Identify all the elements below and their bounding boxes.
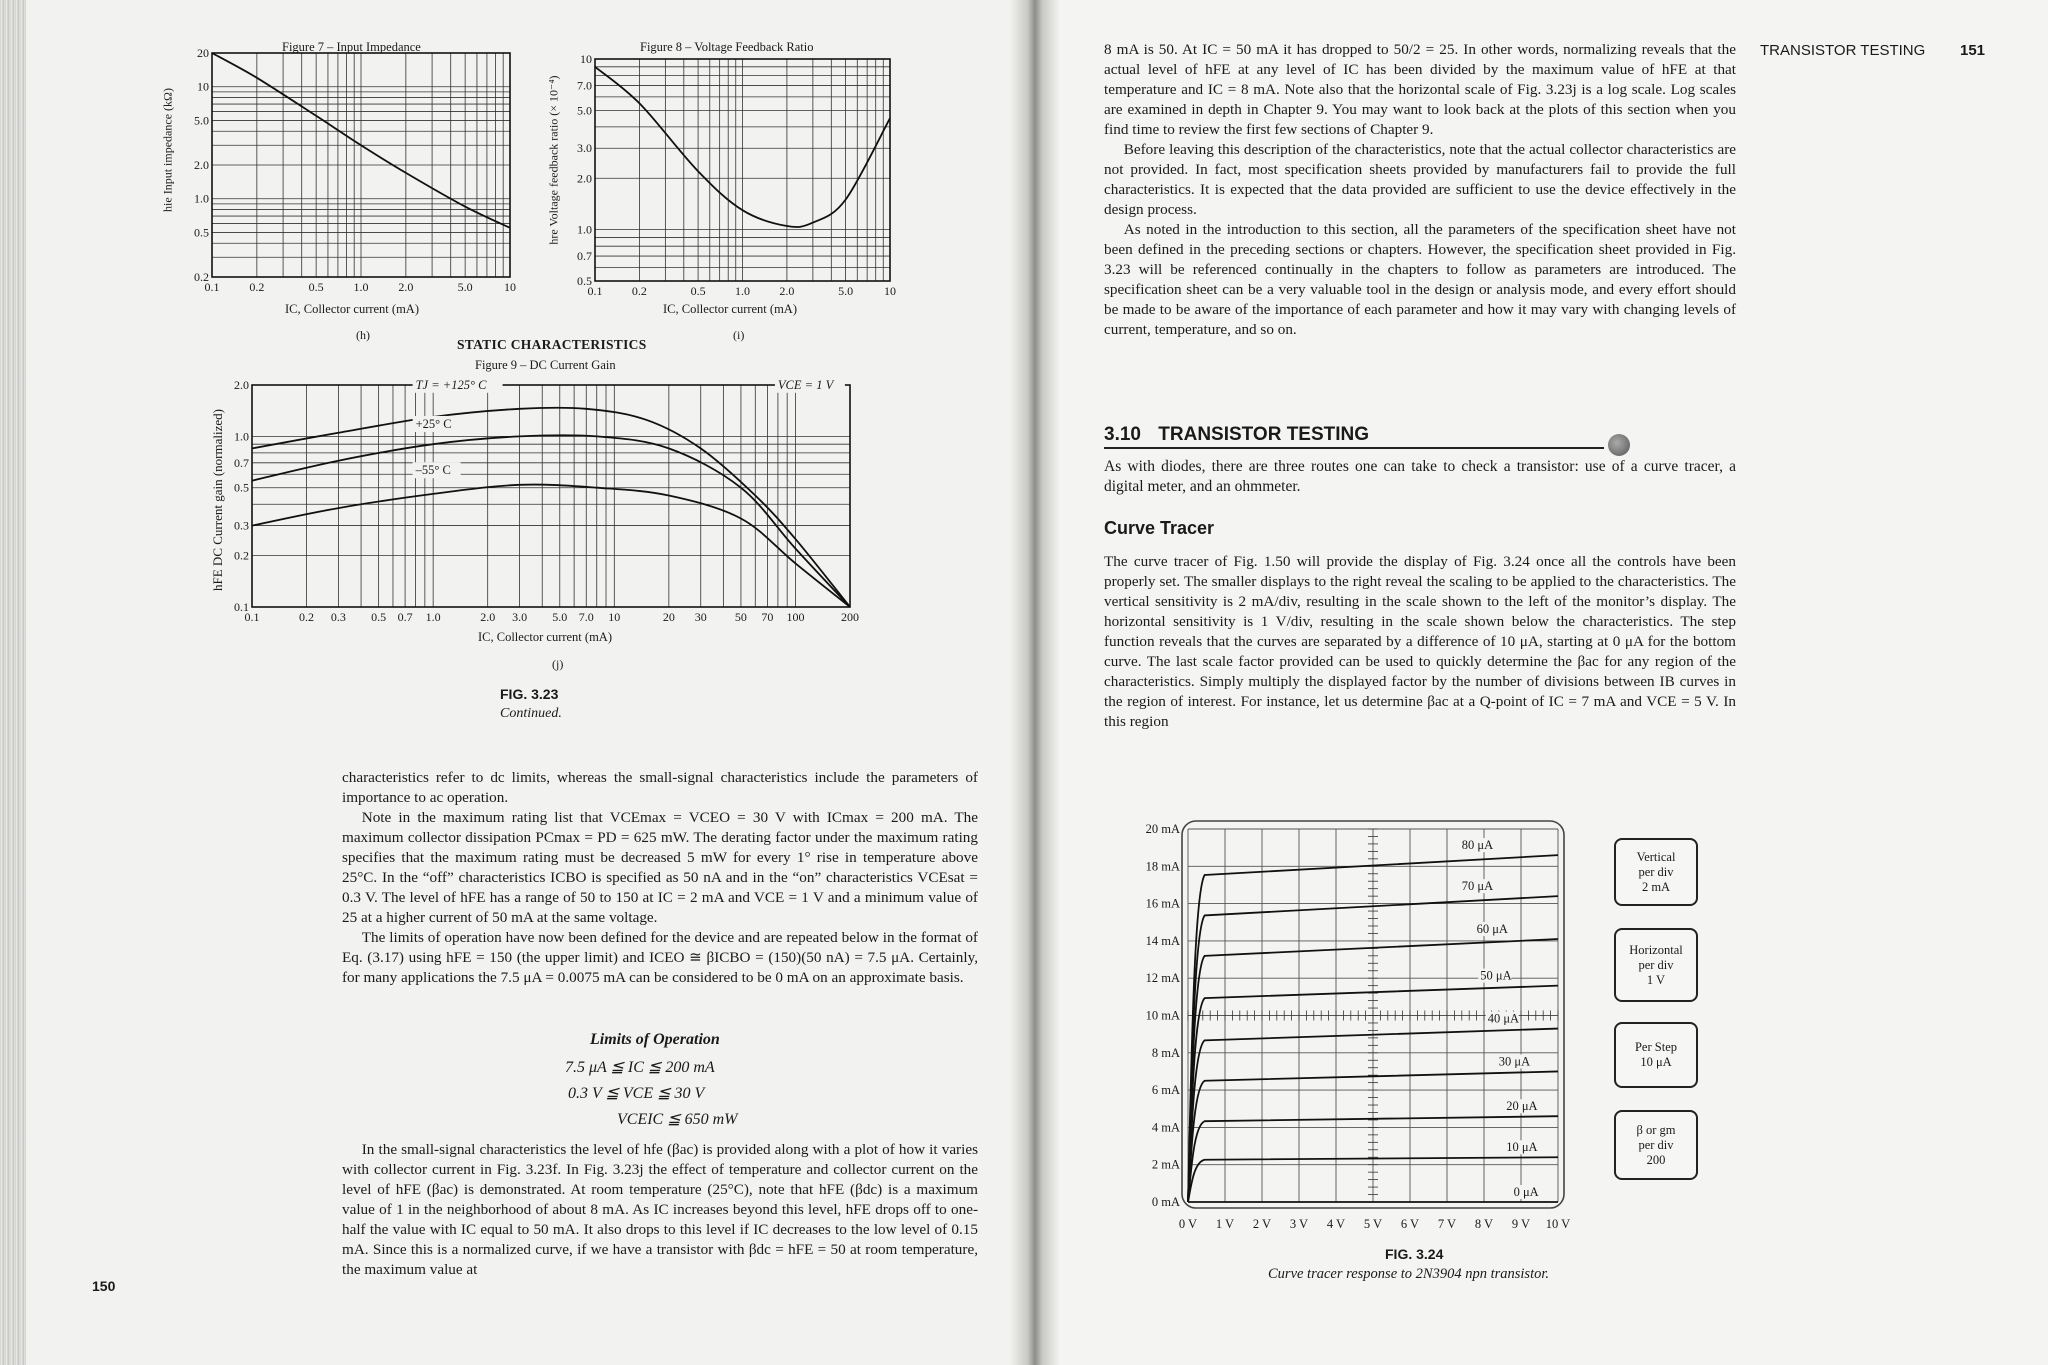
running-head: TRANSISTOR TESTING [1760, 42, 1926, 59]
horizontal-scale-box: Horizontal per div 1 V [1614, 928, 1698, 1002]
y-tick-label: 18 mA [1145, 859, 1180, 874]
y-tick-label: 10 mA [1145, 1008, 1180, 1023]
limits-heading: Limits of Operation [590, 1031, 720, 1048]
paragraph: Before leaving this description of the characteristics, note that the actual collector characteristics are not provided. In fact, most specification sheets provided by manufacturers fail to provide the full characteristics. It is expected that the data provided are sufficient to use the device effectively in the design process. [1104, 141, 1736, 218]
fig8-ylabel: hre Voltage feedback ratio (× 10⁻⁴) [546, 75, 561, 245]
x-tick-label: 0.5 [371, 610, 387, 624]
y-tick-label: 1.0 [234, 429, 249, 444]
y-tick-label: 0.7 [234, 455, 249, 470]
y-tick-label: 0.5 [194, 225, 209, 240]
x-tick-label: 1.0 [735, 284, 750, 298]
x-tick-label: 50 [734, 610, 747, 624]
curve-label: 70 μA [1461, 879, 1494, 894]
page-edges [0, 0, 26, 1365]
y-tick-label: 3.0 [577, 141, 592, 156]
y-tick-label: 0.7 [577, 249, 592, 264]
curve-series-2 [252, 435, 850, 607]
x-tick-label: 30 [694, 610, 707, 624]
paragraph: characteristics refer to dc limits, whereas the small-signal characteristics include the parameters of importance to ac operation. [342, 769, 978, 806]
curve-series-3 [252, 485, 850, 607]
section-number: 3.10 [1104, 424, 1141, 445]
fig9-ylabel: hFE DC Current gain (normalized) [210, 409, 225, 591]
y-tick-label: 2.0 [577, 171, 592, 186]
y-tick-label: 1.0 [577, 222, 592, 237]
x-tick-label: 5.0 [457, 280, 473, 294]
x-tick-label: 0.2 [631, 284, 647, 298]
fig9-title: Figure 9 – DC Current Gain [475, 358, 616, 372]
fig324-number: FIG. 3.24 [1385, 1246, 1444, 1262]
x-tick-label: 10 [504, 280, 516, 294]
x-tick-label: 7.0 [578, 610, 594, 624]
y-tick-label: 14 mA [1145, 933, 1180, 948]
curve-label: 10 μA [1506, 1140, 1538, 1155]
x-tick-label: 5.0 [838, 284, 854, 298]
x-tick-label: 6 V [1400, 1217, 1420, 1231]
x-tick-label: 5.0 [552, 610, 568, 624]
y-tick-label: 20 [197, 46, 209, 60]
fig8-chart [555, 45, 915, 305]
per-step-box: Per Step 10 μA [1614, 1022, 1698, 1088]
x-tick-label: 3 V [1289, 1217, 1309, 1231]
subsection-heading: Curve Tracer [1104, 518, 1215, 538]
y-tick-label: 0 mA [1151, 1195, 1180, 1209]
x-tick-label: 2.0 [480, 610, 496, 624]
plot-frame [252, 385, 850, 607]
y-tick-label: 10 [197, 79, 209, 94]
fig7-title: Figure 7 – Input Impedance [282, 40, 421, 54]
curve-label: –55° C [415, 463, 451, 478]
y-tick-label: 5.0 [194, 113, 209, 128]
x-tick-label: 5 V [1363, 1217, 1383, 1231]
section-intro: As with diodes, there are three routes one can take to check a transistor: use of a curve tracer, a digital meter, and an ohmmeter. [1104, 458, 1736, 495]
x-tick-label: 2.0 [398, 280, 414, 294]
y-tick-label: 2.0 [194, 158, 209, 172]
y-tick-label: 10 [580, 52, 592, 66]
limit-equation: 0.3 V ≦ VCE ≦ 30 V [568, 1085, 705, 1102]
x-tick-label: 10 V [1545, 1217, 1571, 1231]
curve-label: 40 μA [1487, 1011, 1520, 1026]
x-tick-label: 2 V [1252, 1217, 1272, 1231]
curve-label: 60 μA [1476, 922, 1508, 937]
y-tick-label: 20 mA [1145, 822, 1180, 836]
y-tick-label: 5.0 [577, 103, 592, 118]
x-tick-label: 0.1 [204, 280, 220, 294]
paragraph: The limits of operation have now been defined for the device and are repeated below in the format of Eq. (3.17) using hFE = 150 (the upper limit) and ICEO ≅ βICBO = (150)(50 nA) = 7.5 μA. Certainly, for many applications the 7.5 μA = 0.0075 mA can be considered to be 0 mA on an approximate basis. [342, 929, 978, 986]
curve-label: 80 μA [1461, 838, 1494, 853]
y-tick-label: 2.0 [234, 378, 249, 392]
fig9-chart [225, 375, 865, 630]
fig7-ylabel: hie Input impedance (kΩ) [160, 88, 175, 212]
fig324-caption: Curve tracer response to 2N3904 npn transistor. [1268, 1266, 1550, 1282]
y-tick-label: 4 mA [1151, 1120, 1180, 1135]
limit-equation: VCEIC ≦ 650 mW [617, 1111, 738, 1128]
beta-scale-box: β or gm per div 200 [1614, 1110, 1698, 1180]
y-tick-label: 0.2 [234, 548, 249, 563]
x-tick-label: 1 V [1215, 1217, 1235, 1231]
x-tick-label: 0 V [1178, 1217, 1198, 1231]
y-tick-label: 7.0 [577, 78, 592, 93]
page-number-right: 151 [1960, 42, 1986, 59]
vertical-scale-box: Vertical per div 2 mA [1614, 838, 1698, 906]
x-tick-label: 1.0 [425, 610, 441, 624]
x-tick-label: 4 V [1326, 1217, 1346, 1231]
vce-label: VCE = 1 V [777, 377, 834, 392]
curve-label: TJ = +125° C [415, 377, 487, 392]
y-tick-label: 0.2 [194, 270, 209, 284]
x-tick-label: 9 V [1511, 1217, 1531, 1231]
x-tick-label: 2.0 [779, 284, 795, 298]
fig9-panel: (j) [552, 657, 564, 671]
curve-tracer-text: The curve tracer of Fig. 1.50 will provide the display of Fig. 3.24 once all the controls have been properly set. The smaller displays to the right reveal the scaling to be applied to the characteristics. The vertical sensitivity is 2 mA/div, resulting in the scale shown to the left of the monitor’s display. The horizontal sensitivity is 1 V/div, resulting in the scale shown below the characteristics. The step function reveals that the curves are separated by a difference of 10 μA, starting at 0 μA for the bottom curve. The last scale factor provided can be used to quickly determine the βac for any region of the characteristics. Simply multiply the displayed factor by the number of divisions between IB curves in the region of interest. For instance, let us determine βac at a Q-point of IC = 7 mA and VCE = 5 V. In this region [1104, 553, 1736, 730]
fig8-title: Figure 8 – Voltage Feedback Ratio [640, 40, 814, 54]
paragraph: 8 mA is 50. At IC = 50 mA it has dropped to 50/2 = 25. In other words, normalizing reveals that the actual level of hFE at any level of IC has been divided by the maximum value of hFE at that temperature and IC = 8 mA. Note also that the horizontal scale of Fig. 3.23j is a log scale. Log scales are examined in depth in Chapter 9. You may want to look back at the plots of this section when you find time to review the first few sections of Chapter 9. [1104, 41, 1736, 138]
x-tick-label: 3.0 [512, 610, 528, 624]
x-tick-label: 200 [841, 610, 859, 624]
static-characteristics-heading: STATIC CHARACTERISTICS [457, 337, 647, 352]
y-tick-label: 0.3 [234, 518, 249, 533]
curve-label: 0 μA [1513, 1185, 1539, 1199]
fig8-xlabel: IC, Collector current (mA) [663, 302, 797, 316]
paragraph: Note in the maximum rating list that VCEmax = VCEO = 30 V with ICmax = 200 mA. The maximum collector dissipation PCmax = PD = 625 mW. The derating factor under the maximum rating specifies that the maximum rating must be decreased 5 mW for every 1° rise in temperature above 25°C. In the “off” characteristics ICBO is specified as 50 nA and in the “on” characteristics VCEsat = 0.3 V. The level of hFE has a range of 50 to 150 at IC = 2 mA and VCE = 1 V and a minimum value of 25 at a higher current of 50 mA at the same voltage. [342, 809, 978, 926]
x-tick-label: 70 [761, 610, 774, 624]
fig8-panel: (i) [733, 328, 745, 342]
x-tick-label: 10 [884, 284, 896, 298]
paragraph: In the small-signal characteristics the level of hfe (βac) is provided along with a plot of how it varies with collector current in Fig. 3.23f. In Fig. 3.23j the effect of temperature and collector current on the level of hFE (βac) is demonstrated. At room temperature (25°C), note that hFE (βdc) is a maximum value of 1 in the neighborhood of about 8 mA. As IC increases beyond this level, hFE drops off to one-half the value with IC equal to 50 mA. It also drops to this level if IC decreases to the low level of 0.15 mA. Since this is a normalized curve, if we have a transistor with βdc = hFE = 50 at room temperature, the maximum value at [342, 1141, 978, 1278]
x-tick-label: 0.1 [244, 610, 260, 624]
x-tick-label: 8 V [1474, 1217, 1494, 1231]
y-tick-label: 6 mA [1151, 1083, 1180, 1098]
fig9-xlabel: IC, Collector current (mA) [478, 630, 612, 644]
curve-label: +25° C [415, 416, 452, 431]
section-title: TRANSISTOR TESTING [1158, 424, 1370, 445]
y-tick-label: 12 mA [1145, 971, 1180, 986]
x-tick-label: 1.0 [353, 280, 369, 294]
right-body-text [1104, 40, 1736, 340]
page-number-left: 150 [92, 1278, 116, 1294]
fig7-chart [150, 45, 530, 305]
x-tick-label: 0.3 [330, 610, 346, 624]
y-tick-label: 1.0 [194, 191, 209, 206]
fig7-panel: (h) [356, 328, 370, 342]
x-tick-label: 0.5 [690, 284, 706, 298]
x-tick-label: 0.7 [397, 610, 413, 624]
fig323-caption: Continued. [500, 706, 562, 721]
curve-label: 30 μA [1498, 1054, 1531, 1069]
x-tick-label: 10 [608, 610, 621, 624]
y-tick-label: 0.5 [234, 480, 249, 495]
x-tick-label: 20 [662, 610, 675, 624]
book-gutter [1010, 0, 1060, 1365]
left-body-text [342, 768, 978, 988]
paragraph: As noted in the introduction to this section, all the parameters of the specification sheet have not been defined in the preceding sections or chapters. However, the specification sheet provided in Fig. 3.23 will be referenced continually in the chapters to follow as parameters are introduced. The specification sheet can be a very valuable tool in the design or analysis mode, and every effort should be made to be aware of the importance of each parameter and how it may vary with changing levels of current, temperature, and so on. [1104, 221, 1736, 338]
fig7-xlabel: IC, Collector current (mA) [285, 302, 419, 316]
section-heading [1104, 424, 1604, 449]
y-tick-label: 8 mA [1151, 1045, 1180, 1060]
fig324-chart [1130, 815, 1590, 1235]
x-tick-label: 0.2 [299, 610, 315, 624]
left-body-text-bottom [342, 1140, 978, 1280]
fig323-number: FIG. 3.23 [500, 686, 559, 702]
x-tick-label: 0.2 [249, 280, 265, 294]
curve-label: 20 μA [1506, 1099, 1538, 1114]
y-tick-label: 2 mA [1151, 1157, 1180, 1172]
x-tick-label: 0.5 [308, 280, 324, 294]
y-tick-label: 0.1 [234, 600, 249, 614]
curve-label: 50 μA [1480, 968, 1512, 983]
limit-equation: 7.5 μA ≦ IC ≦ 200 mA [565, 1059, 715, 1076]
x-tick-label: 100 [786, 610, 805, 624]
y-tick-label: 16 mA [1145, 896, 1180, 911]
section-dot-icon [1608, 434, 1630, 456]
x-tick-label: 7 V [1437, 1217, 1457, 1231]
x-tick-label: 0.1 [587, 284, 603, 298]
y-tick-label: 0.5 [577, 274, 592, 288]
